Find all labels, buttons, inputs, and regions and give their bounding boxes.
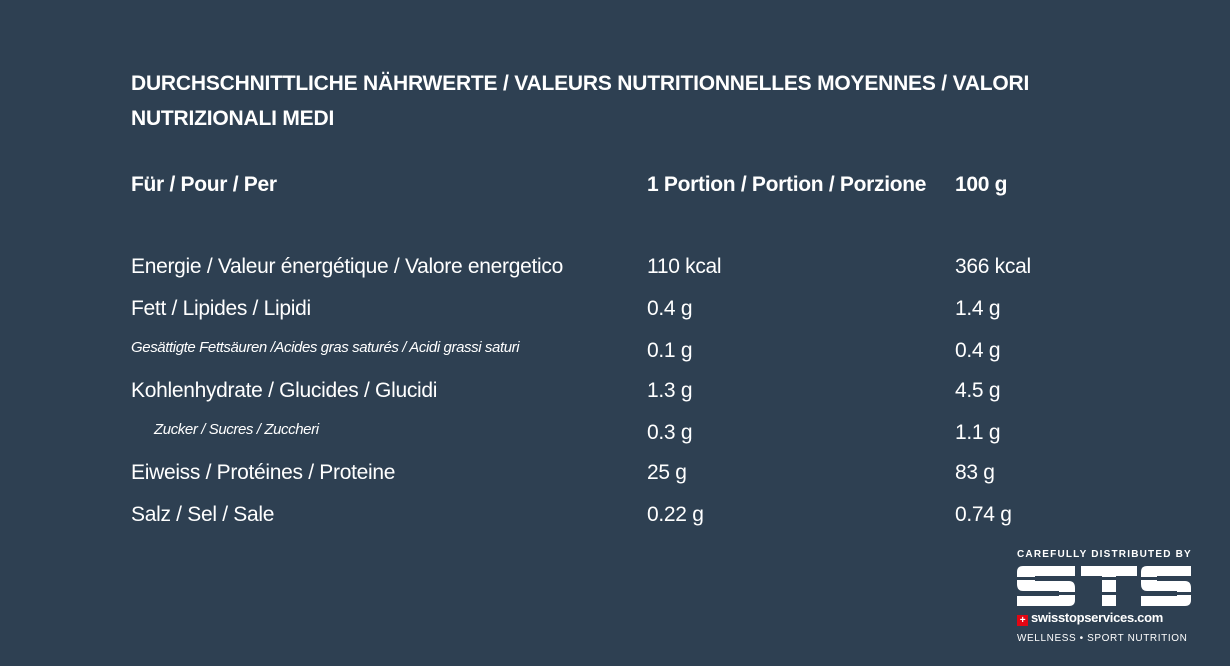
swiss-flag-icon: +: [1017, 615, 1028, 626]
nutrient-per100-value: 366 kcal: [955, 255, 1031, 278]
sts-wordmark-icon: [1015, 564, 1193, 608]
nutrient-portion-value: 0.1 g: [647, 339, 693, 362]
header-portion: 1 Portion / Portion / Porzione: [647, 173, 927, 196]
logo-tagline: CAREFULLY DISTRIBUTED BY: [1017, 549, 1192, 560]
nutrient-label: Salz / Sel / Sale: [131, 503, 275, 526]
nutrient-per100-value: 0.74 g: [955, 503, 1012, 526]
nutrient-per100-value: 83 g: [955, 461, 995, 484]
nutrient-label: Kohlenhydrate / Glucides / Glucidi: [131, 379, 438, 402]
nutrient-per100-value: 0.4 g: [955, 339, 1001, 362]
nutrient-label: Fett / Lipides / Lipidi: [131, 297, 311, 320]
logo-url: [1017, 610, 1163, 626]
nutrient-portion-value: 0.22 g: [647, 503, 704, 526]
nutrient-per100-value: 4.5 g: [955, 379, 1001, 402]
nutrient-portion-value: 0.3 g: [647, 421, 693, 444]
nutrient-label: Energie / Valeur énergétique / Valore energetico: [131, 255, 563, 278]
nutrient-portion-value: 1.3 g: [647, 379, 693, 402]
logo-subtitle: WELLNESS • SPORT NUTRITION: [1017, 633, 1188, 644]
header-per: Für / Pour / Per: [131, 173, 277, 196]
nutrient-label: Gesättigte Fettsäuren /Acides gras saturés / Acidi grassi saturi: [131, 339, 520, 356]
nutrient-portion-value: 0.4 g: [647, 297, 693, 320]
table-title: DURCHSCHNITTLICHE NÄHRWERTE / VALEURS NUTRITIONNELLES MOYENNES / VALORI NUTRIZIONALI MEDI: [131, 72, 1030, 130]
nutrient-portion-value: 25 g: [647, 461, 687, 484]
nutrient-label: Zucker / Sucres / Zuccheri: [154, 421, 319, 438]
sts-logo: [1015, 549, 1195, 649]
nutrient-per100-value: 1.1 g: [955, 421, 1001, 444]
nutrient-per100-value: 1.4 g: [955, 297, 1001, 320]
logo-url-text: swisstopservices.com: [1031, 610, 1164, 625]
header-per-100g: 100 g: [955, 173, 1008, 196]
nutrient-label: Eiweiss / Protéines / Proteine: [131, 461, 396, 484]
nutrient-portion-value: 110 kcal: [647, 255, 722, 278]
